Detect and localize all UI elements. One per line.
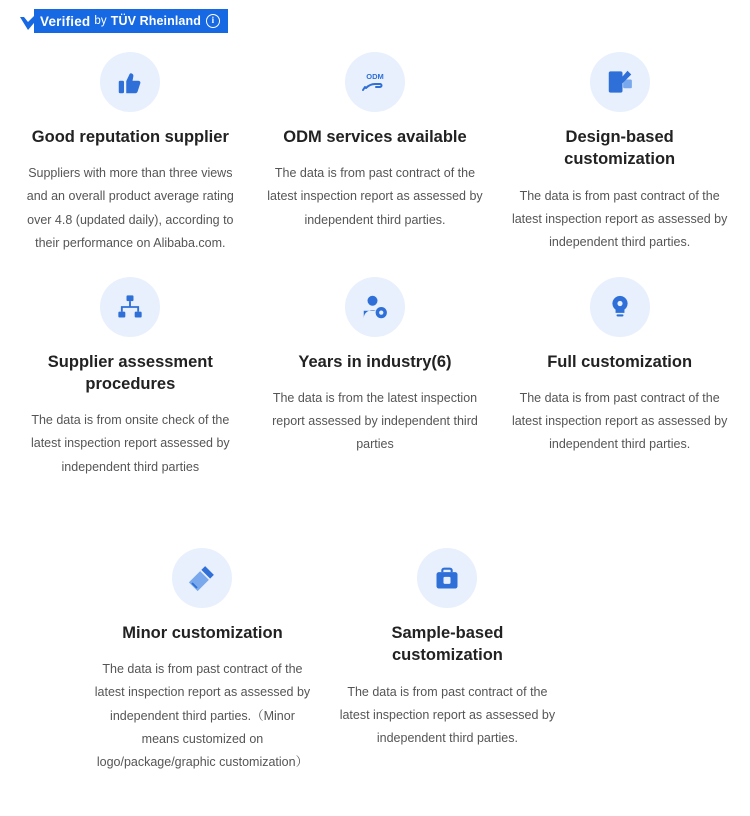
sample-box-icon [417, 548, 477, 608]
card-description: The data is from the latest inspection report assessed by independent third parties [272, 391, 478, 452]
card-title: ODM services available [283, 128, 467, 146]
pen-ruler-icon [172, 548, 232, 608]
info-icon[interactable]: i [206, 14, 220, 28]
feature-card [8, 52, 253, 255]
feature-card [253, 277, 498, 479]
verified-label: Verified [40, 13, 91, 29]
card-description: The data is from past contract of the latest inspection report as assessed by independent third parties. [267, 166, 483, 227]
feature-card [8, 277, 253, 479]
svg-text:ODM: ODM [366, 72, 384, 81]
feature-card [80, 548, 325, 774]
card-title: Supplier assessment procedures [47, 352, 213, 394]
card-title: Good reputation supplier [31, 128, 229, 146]
feature-card [253, 52, 498, 255]
user-gear-icon [345, 277, 405, 337]
feature-card [497, 277, 742, 479]
verified-badge[interactable] [18, 8, 228, 34]
feature-card [497, 52, 742, 255]
card-title: Full customization [547, 352, 693, 371]
card-description: The data is from past contract of the latest inspection report as assessed by independent third parties. [511, 391, 728, 452]
feature-card [325, 548, 570, 774]
card-description: Suppliers with more than three views and an overall product average rating over 4.8 (updated daily), according to their performance on Alibaba.com. [26, 166, 234, 250]
card-title: Minor customization [122, 624, 283, 642]
check-icon [18, 8, 48, 34]
card-title: Years in industry(6) [298, 352, 452, 371]
verified-brand-label: TÜV Rheinland [110, 14, 201, 28]
verified-by-label: by [94, 15, 107, 27]
card-description: The data is from past contract of the latest inspection report as assessed by independent third parties. [339, 684, 556, 745]
card-description: The data is from past contract of the latest inspection report as assessed by independent third parties.（Minor means customized on logo/package/graphic customization） [94, 662, 311, 769]
verified-badge-pill[interactable] [34, 9, 228, 33]
feature-grid-row3 [0, 548, 750, 796]
card-description: The data is from onsite check of the latest inspection report assessed by independent third parties [30, 413, 230, 474]
lightbulb-gear-icon [590, 277, 650, 337]
design-pen-book-icon [590, 52, 650, 112]
odm-hand-icon [345, 52, 405, 112]
feature-grid [0, 52, 750, 501]
card-title: Sample-based customization [391, 624, 504, 665]
card-description: The data is from past contract of the latest inspection report as assessed by independent third parties. [511, 188, 728, 249]
thumbs-up-icon [100, 52, 160, 112]
org-chart-icon [100, 277, 160, 337]
card-title: Design-based customization [564, 128, 676, 169]
